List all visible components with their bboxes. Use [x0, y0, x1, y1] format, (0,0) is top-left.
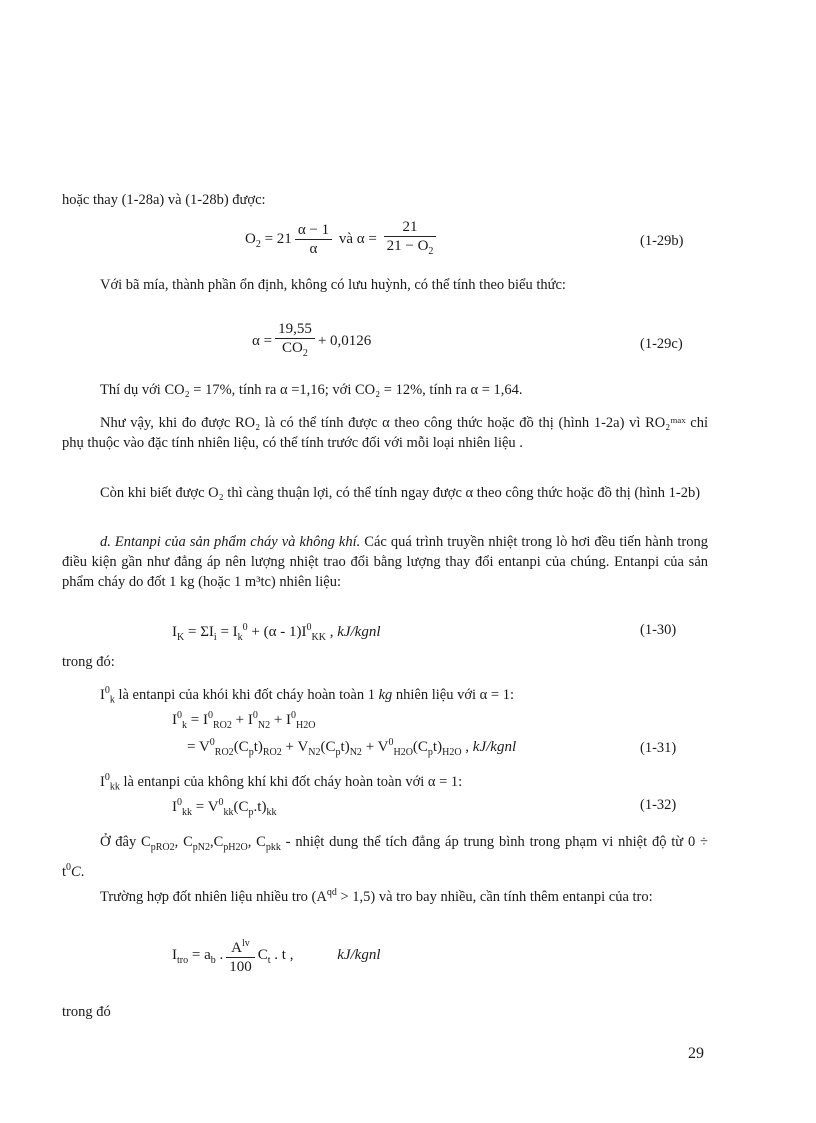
fraction — [295, 221, 332, 258]
equation-1-29c — [252, 320, 371, 363]
fraction-numerator: 21 — [384, 218, 437, 237]
equation-1-32: $I^0_{kk} = V^0_{kk}(C_p.t)_{kk}$ — [172, 797, 277, 818]
intro-line: hoặc thay (1-28a) và (1-28b) được: — [62, 192, 266, 208]
equation-label-1-31: (1-31) — [640, 740, 677, 756]
den-sub: 2 — [428, 246, 434, 257]
eq-rest: + 0,0126 — [317, 332, 372, 349]
equation-label-1-29c: (1-29c) — [640, 336, 683, 352]
enthalpy-paragraph — [62, 532, 708, 592]
eq-rest: $C_t$ . t , — [257, 946, 294, 966]
o2-paragraph: Còn khi biết được O₂ thì càng thuận lợi, có thể tính ngay được α theo công thức hoặc đồ thị (hình 1-2b) — [100, 485, 701, 501]
fraction-denominator: 100 — [229, 959, 252, 975]
page-number: 29 — [688, 1045, 704, 1062]
eq-coef: = 21 — [264, 230, 292, 247]
cp-paragraph: Ở đây $C_{pRO2}$, $C_{pN2},C_{pH2O}$, $C_{pkk}$ - nhiệt dung thể tích đẳng áp trung bình trong phạm vi nhiệt độ từ $0 \div t^0C$. — [62, 834, 708, 880]
ikk0-definition: $I^0_{kk}$ là entanpi của không khí khi đốt cháy hoàn toàn với α = 1: — [100, 772, 463, 793]
fraction-denominator: α — [309, 241, 318, 257]
equation-1-31b: = $V^0_{RO2}(C_pt)_{RO2} + V_{N2}(C_pt)_{N2} + V^0_{H2O}(C_pt)_{H2O}$ , kJ/kgnl — [187, 737, 517, 758]
fraction-numerator: α − 1 — [295, 221, 332, 240]
fraction — [275, 320, 315, 363]
eq-middle: và α = — [338, 230, 377, 247]
example-paragraph: Thí dụ với CO₂ = 17%, tính ra α =1,16; với CO₂ = 12%, tính ra α = 1,64. — [100, 382, 523, 398]
eq-unit: kJ/kgnl — [337, 946, 381, 963]
equation-1-29b — [245, 218, 439, 261]
ash-paragraph: Trường hợp đốt nhiên liệu nhiều tro $(A^{qd} > 1,5)$ và tro bay nhiều, cần tính thêm entanpi của tro: — [100, 887, 653, 905]
eq-lhs: O — [245, 230, 256, 247]
equation-label-1-29b: (1-29b) — [640, 233, 684, 249]
enthalpy-text: Các quá trình truyền nhiệt trong lò hơi đều tiến hành trong điều kiện gần như đẳng áp nên lượng nhiệt trao đổi bằng lượng thay đổi entanpi của chúng. Entanpi của sản phẩm cháy do đốt 1 kg (hoặc 1 m³tc) nhiên liệu: — [62, 534, 708, 590]
eq-lhs: α = — [252, 332, 273, 349]
fraction-denominator — [384, 237, 437, 261]
ro2-paragraph: Như vậy, khi đo được RO₂ là có thể tính được α theo công thức hoặc đồ thị (hình 1-2a) vì RO₂ᵐᵃˣ chỉ phụ thuộc vào đặc tính nhiên liệu, có thể tính trước đối với mỗi loại nhiên liệu . — [62, 415, 708, 451]
den-sub: 2 — [302, 348, 308, 359]
equation-ash — [172, 935, 381, 976]
fraction-denominator — [275, 339, 315, 363]
fraction — [226, 935, 255, 976]
fraction-numerator: 19,55 — [275, 320, 315, 339]
den-text: CO — [282, 340, 303, 356]
where-label-2: trong đó — [62, 1004, 111, 1020]
bagasse-paragraph: Với bã mía, thành phần ổn định, không có lưu huỳnh, có thể tính theo biểu thức: — [100, 277, 566, 293]
fraction-numerator: $A^{lv}$ — [226, 935, 255, 958]
eq-lhs: $I_{tro} = a_b$ . — [172, 946, 224, 966]
equation-1-30: $I_K = \Sigma I_i = I_k^0 + (\alpha - 1)I^0_{KK}$ , kJ/kgnl — [172, 622, 381, 643]
ik0-definition: $I^0_k$ là entanpi của khói khi đốt cháy hoàn toàn 1 kg nhiên liệu với α = 1: — [100, 685, 514, 706]
equation-1-31a: $I^0_k = I^0_{RO2} + I^0_{N2} + I^0_{H2O}$ — [172, 710, 316, 731]
equation-label-1-32: (1-32) — [640, 797, 677, 813]
section-heading: d. Entanpi của sản phẩm cháy và không khí. — [100, 534, 361, 550]
where-label: trong đó: — [62, 654, 115, 670]
den-text: 21 − O — [386, 238, 429, 254]
equation-label-1-30: (1-30) — [640, 622, 677, 638]
eq-lhs-sub: 2 — [255, 238, 261, 250]
fraction — [384, 218, 437, 261]
